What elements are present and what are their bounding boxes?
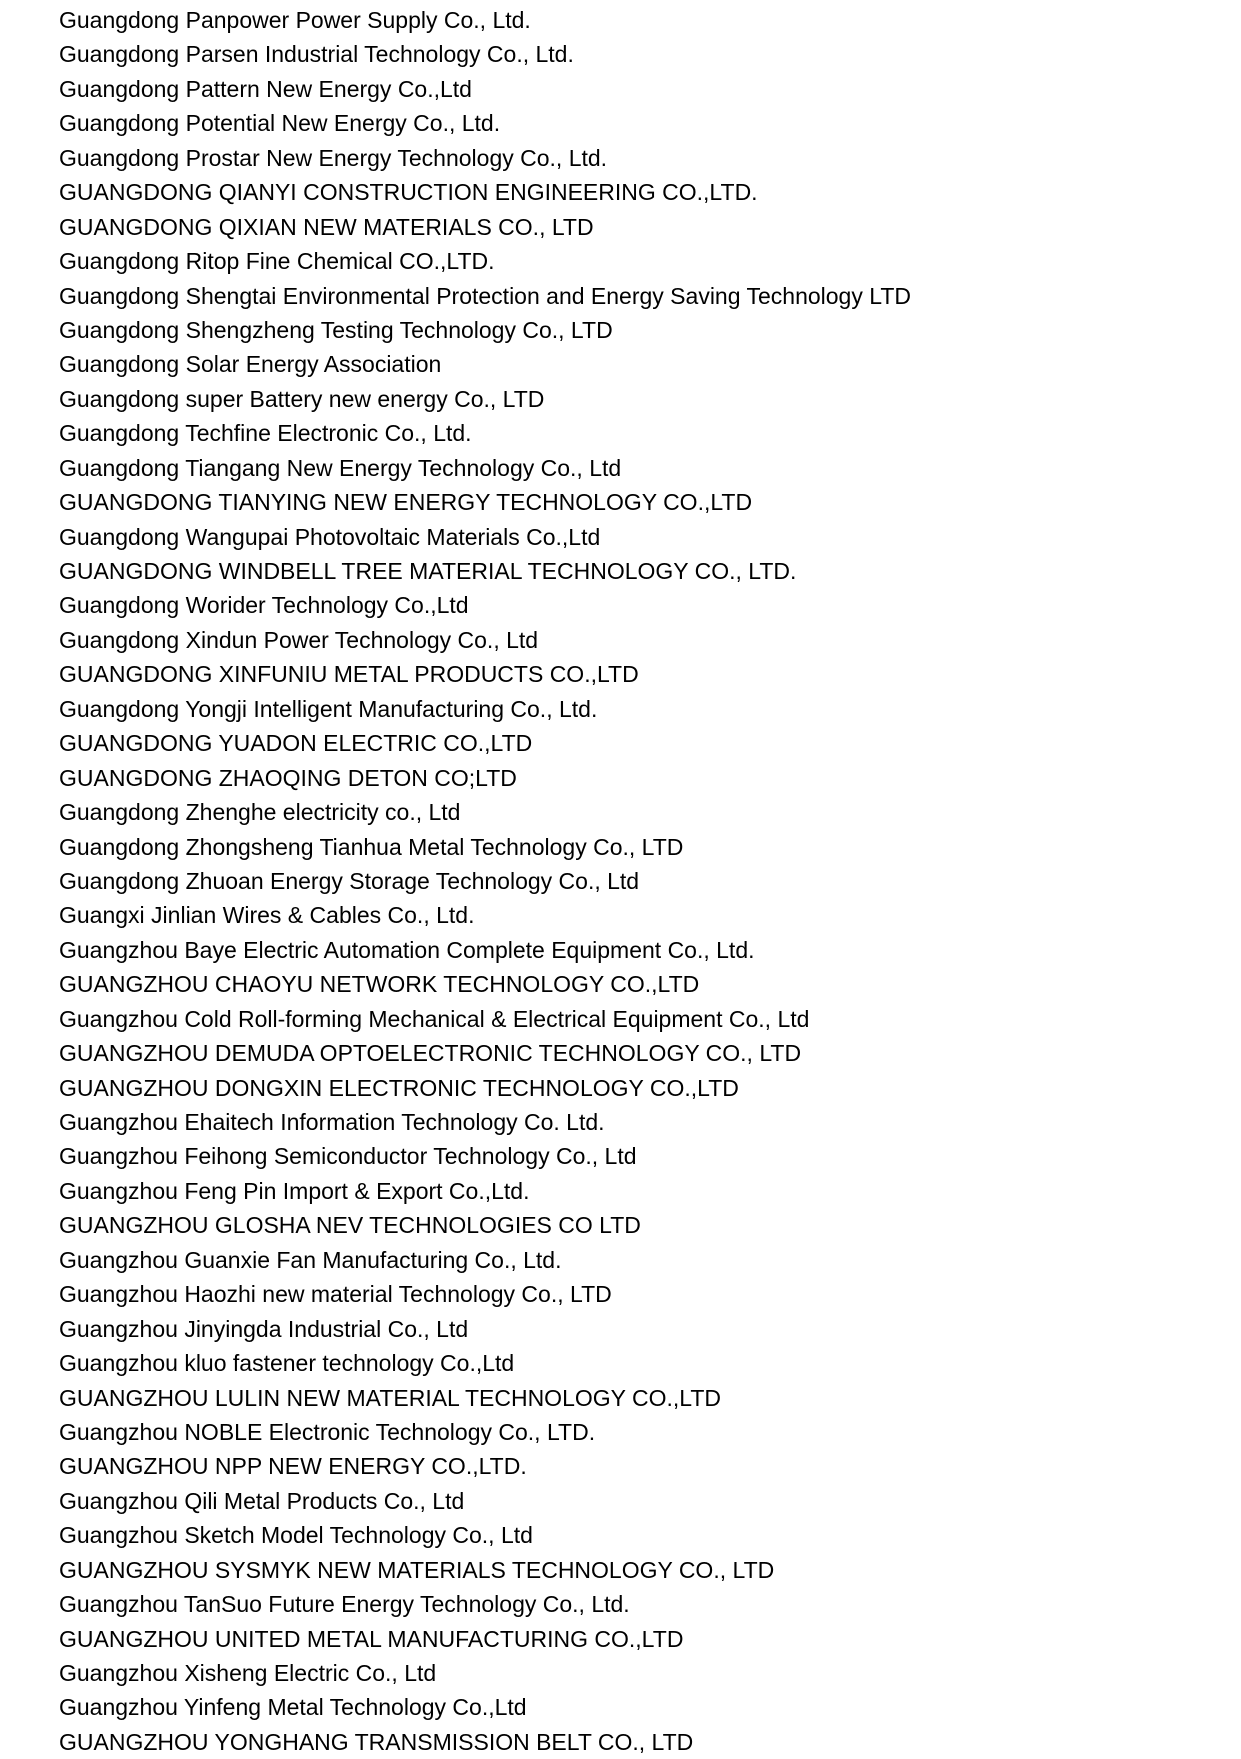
company-name: Guangzhou Xisheng Electric Co., Ltd: [59, 1660, 437, 1686]
company-name: GUANGDONG WINDBELL TREE MATERIAL TECHNOLOGY CO., LTD.: [59, 558, 797, 584]
company-name: Guangdong Yongji Intelligent Manufacturing Co., Ltd.: [59, 695, 598, 722]
company-name: Guangzhou Qili Metal Products Co., Ltd: [59, 1487, 465, 1514]
company-name: GUANGDONG QIANYI CONSTRUCTION ENGINEERING CO.,LTD.: [59, 179, 758, 206]
company-name: GUANGZHOU UNITED METAL MANUFACTURING CO.,LTD: [59, 1625, 684, 1652]
company-name: Guangdong super Battery new energy Co., LTD: [59, 385, 545, 412]
company-name: Guangdong Xindun Power Technology Co., Ltd: [59, 626, 539, 653]
company-list: [59, 3, 911, 1759]
company-name: Guangzhou Cold Roll-forming Mechanical & Electrical Equipment Co., Ltd: [59, 1005, 810, 1032]
company-name: Guangdong Solar Energy Association: [59, 351, 442, 378]
company-name: Guangxi Jinlian Wires & Cables Co., Ltd.: [59, 902, 475, 929]
company-name: Guangdong Prostar New Energy Technology Co., Ltd.: [59, 144, 608, 171]
company-name: Guangdong Wangupai Photovoltaic Materials Co.,Ltd: [59, 523, 601, 550]
company-name: Guangdong Shengzheng Testing Technology Co., LTD: [59, 316, 613, 343]
company-name: Guangzhou Guanxie Fan Manufacturing Co., Ltd.: [59, 1246, 562, 1273]
company-name: Guangdong Zhenghe electricity co., Ltd: [59, 799, 461, 826]
company-name: GUANGZHOU NPP NEW ENERGY CO.,LTD.: [59, 1453, 527, 1480]
company-name: GUANGZHOU LULIN NEW MATERIAL TECHNOLOGY CO.,LTD: [59, 1384, 721, 1411]
company-name: Guangzhou Baye Electric Automation Complete Equipment Co., Ltd.: [59, 936, 755, 963]
company-name: GUANGZHOU SYSMYK NEW MATERIALS TECHNOLOGY CO., LTD: [59, 1556, 775, 1583]
company-name: GUANGDONG TIANYING NEW ENERGY TECHNOLOGY CO.,LTD: [59, 489, 753, 516]
company-name: Guangzhou kluo fastener technology Co.,Ltd: [59, 1350, 515, 1377]
company-name: Guangzhou Feihong Semiconductor Technology Co., Ltd: [59, 1143, 637, 1170]
company-name: Guangzhou Haozhi new material Technology Co., LTD: [59, 1281, 612, 1308]
company-name: Guangzhou Sketch Model Technology Co., Ltd: [59, 1522, 533, 1549]
company-name: Guangzhou Ehaitech Information Technology Co. Ltd.: [59, 1109, 605, 1135]
company-name: Guangzhou Yinfeng Metal Technology Co.,Ltd: [59, 1694, 527, 1721]
company-name: GUANGZHOU YONGHANG TRANSMISSION BELT CO., LTD: [59, 1728, 694, 1755]
company-name: Guangdong Zhuoan Energy Storage Technology Co., Ltd: [59, 867, 640, 894]
company-name: Guangzhou NOBLE Electronic Technology Co., LTD.: [59, 1418, 596, 1445]
company-name: GUANGDONG XINFUNIU METAL PRODUCTS CO.,LTD: [59, 661, 639, 688]
company-name: Guangdong Tiangang New Energy Technology Co., Ltd: [59, 454, 622, 481]
company-name: GUANGDONG YUADON ELECTRIC CO.,LTD: [59, 730, 533, 757]
company-name: Guangdong Zhongsheng Tianhua Metal Technology Co., LTD: [59, 833, 684, 860]
company-name: GUANGDONG QIXIAN NEW MATERIALS CO., LTD: [59, 213, 594, 240]
company-name: Guangdong Panpower Power Supply Co., Ltd.: [59, 7, 531, 33]
company-name: GUANGZHOU DONGXIN ELECTRONIC TECHNOLOGY CO.,LTD: [59, 1074, 739, 1101]
company-name: GUANGZHOU CHAOYU NETWORK TECHNOLOGY CO.,LTD: [59, 971, 700, 998]
company-name: Guangzhou Feng Pin Import & Export Co.,Ltd.: [59, 1177, 530, 1204]
company-name: Guangdong Potential New Energy Co., Ltd.: [59, 110, 501, 137]
company-name: Guangzhou Jinyingda Industrial Co., Ltd: [59, 1315, 469, 1342]
company-name: Guangdong Pattern New Energy Co.,Ltd: [59, 75, 472, 102]
company-name: GUANGDONG ZHAOQING DETON CO;LTD: [59, 764, 517, 791]
company-name: Guangdong Shengtai Environmental Protection and Energy Saving Technology LTD: [59, 282, 911, 309]
company-name: Guangdong Ritop Fine Chemical CO.,LTD.: [59, 248, 495, 275]
company-name: Guangdong Worider Technology Co.,Ltd: [59, 592, 469, 619]
company-name: GUANGZHOU DEMUDA OPTOELECTRONIC TECHNOLOGY CO., LTD: [59, 1040, 802, 1067]
company-name: Guangzhou TanSuo Future Energy Technology Co., Ltd.: [59, 1591, 630, 1618]
company-name: Guangdong Parsen Industrial Technology Co., Ltd.: [59, 41, 574, 68]
company-name: GUANGZHOU GLOSHA NEV TECHNOLOGIES CO LTD: [59, 1212, 641, 1239]
company-name: Guangdong Techfine Electronic Co., Ltd.: [59, 420, 472, 447]
